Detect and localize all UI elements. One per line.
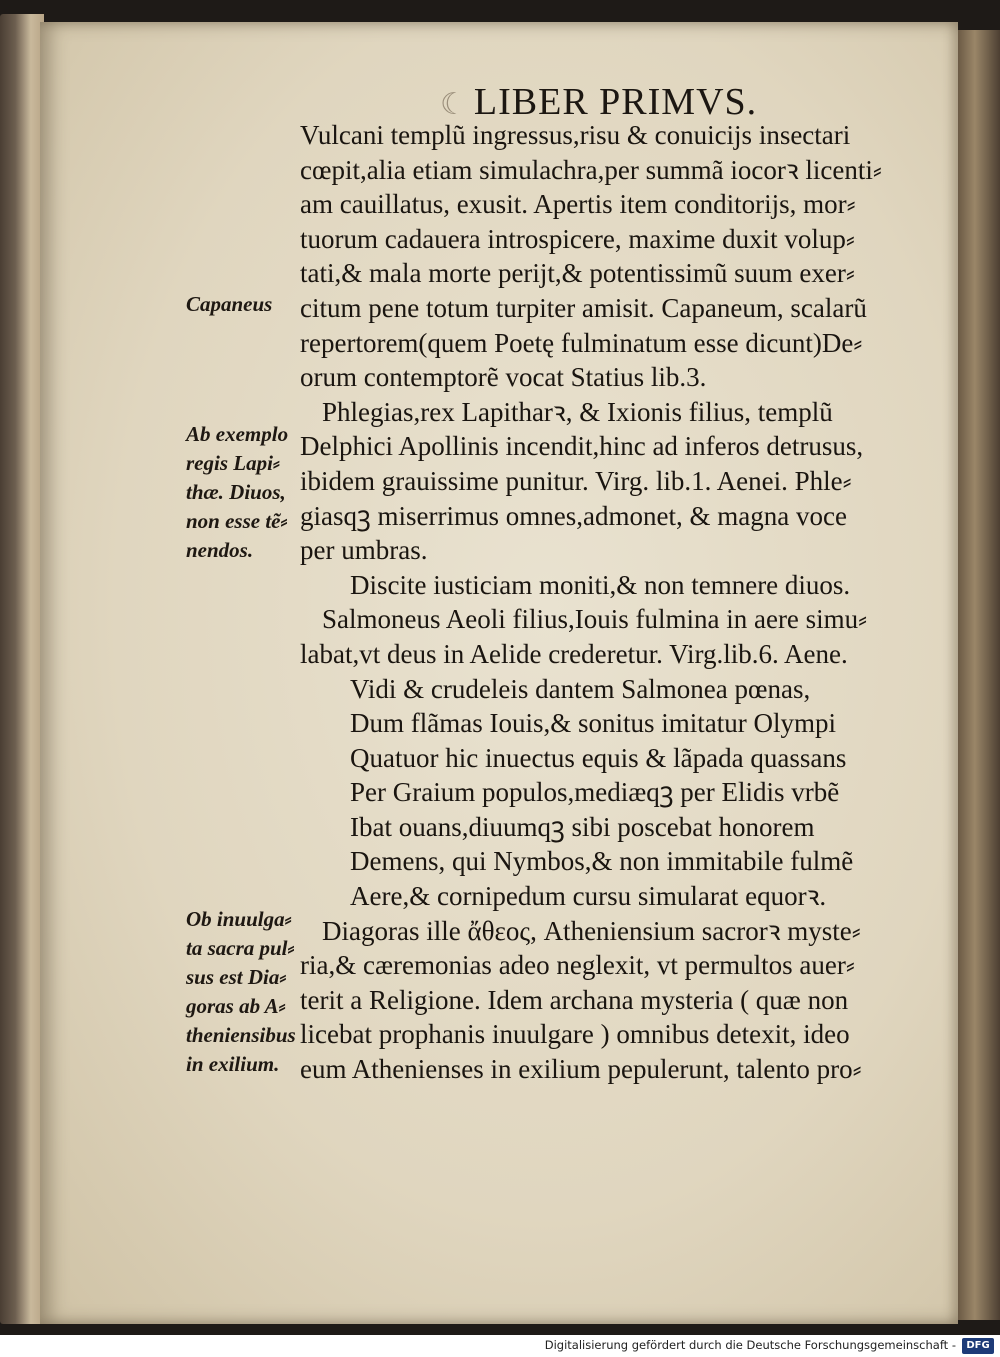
text-line: ria,& cæremonias adeo neglexit, vt permultos auer⸗ (300, 950, 855, 981)
book-left-edge (0, 14, 44, 1324)
text-line: Dum flãmas Iouis,& sonitus imitatur Olympi (350, 708, 836, 739)
dfg-logo[interactable]: DFG (962, 1338, 994, 1354)
margin-note-line: nendos. (186, 538, 254, 562)
text-line: repertorem(quem Poetę fulminatum esse dicunt)De⸗ (300, 327, 863, 358)
margin-note-line: theniensibus (186, 1023, 296, 1047)
text-line: Discite iusticiam moniti,& non temnere diuos. (350, 569, 851, 600)
text-line: Vulcani templũ ingressus,risu & conuicijs insectari (300, 120, 851, 150)
margin-note-line: sus est Dia⸗ (186, 965, 287, 989)
margin-note-line: in exilium. (186, 1052, 280, 1076)
text-line: Aere,& cornipedum cursu simularat equorꝛ. (350, 881, 827, 912)
text-line: Salmoneus Aeoli filius,Iouis fulmina in aere simu⸗ (322, 604, 868, 635)
margin-note-line: Ab exemplo (186, 422, 289, 446)
margin-note-diagoras (186, 905, 296, 1079)
text-line: Phlegias,rex Lapitharꝛ, & Ixionis filius, templũ (322, 396, 833, 427)
text-line: Ibat ouans,diuumqꝫ sibi poscebat honorem (350, 811, 815, 842)
margin-note-phlegias (186, 420, 288, 565)
text-line: eum Athenienses in exilium pepulerunt, talento pro⸗ (300, 1054, 862, 1085)
book-right-edge (958, 30, 1000, 1320)
margin-note-line: ta sacra pul⸗ (186, 936, 295, 960)
text-line: ibidem grauissime punitur. Virg. lib.1. Aenei. Phle⸗ (300, 465, 852, 496)
margin-note-line: Ob inuulga⸗ (186, 907, 292, 931)
margin-note-line: non esse tẽ⸗ (186, 509, 288, 533)
footer-credit: Digitalisierung gefördert durch die Deutsche Forschungsgemeinschaft - (544, 1338, 956, 1352)
text-line: tuorum cadauera introspicere, maxime duxit volup⸗ (300, 223, 855, 254)
margin-note-line: Capaneus (186, 292, 273, 316)
text-line: am cauillatus, exusit. Apertis item conditorijs, mor⸗ (300, 189, 856, 220)
text-line: Diagoras ille ἄθεος, Atheniensium sacrorꝛ myste⸗ (322, 915, 861, 946)
text-line: tati,& mala morte perijt,& potentissimũ suum exer⸗ (300, 258, 855, 289)
text-line: giasqꝫ miserrimus omnes,admonet, & magna voce (300, 500, 847, 531)
footer-bar (0, 1335, 1000, 1357)
margin-note-capaneus (186, 290, 272, 319)
text-line: labat,vt deus in Aelide crederetur. Virg.lib.6. Aene. (300, 638, 848, 669)
main-text-block (300, 118, 940, 1087)
margin-note-line: goras ab A⸗ (186, 994, 286, 1018)
text-line: cœpit,alia etiam simulachra,per summã iocorꝛ licenti⸗ (300, 154, 882, 185)
ornament-glyph: ☾ (440, 88, 468, 121)
text-line: per umbras. (300, 535, 428, 566)
running-head-text: LIBER PRIMVS. (473, 81, 758, 123)
text-line: Per Graium populos,mediæqꝫ per Elidis vrbẽ (350, 777, 840, 808)
text-line: citum pene totum turpiter amisit. Capaneum, scalarũ (300, 292, 867, 323)
text-line: Delphici Apollinis incendit,hinc ad inferos detrusus, (300, 431, 864, 462)
text-line: orum contemptorẽ vocat Statius lib.3. (300, 362, 707, 393)
text-line: Vidi & crudeleis dantem Salmonea pœnas, (350, 673, 811, 704)
text-line: licebat prophanis inuulgare ) omnibus detexit, ideo (300, 1019, 850, 1050)
text-line: terit a Religione. Idem archana mysteria ( quæ non (300, 984, 849, 1015)
margin-note-line: regis Lapi⸗ (186, 451, 280, 475)
margin-note-line: thæ. Diuos, (186, 480, 286, 504)
text-line: Quatuor hic inuectus equis & lãpada quassans (350, 742, 847, 773)
text-line: Demens, qui Nymbos,& non immitabile fulmẽ (350, 846, 854, 877)
